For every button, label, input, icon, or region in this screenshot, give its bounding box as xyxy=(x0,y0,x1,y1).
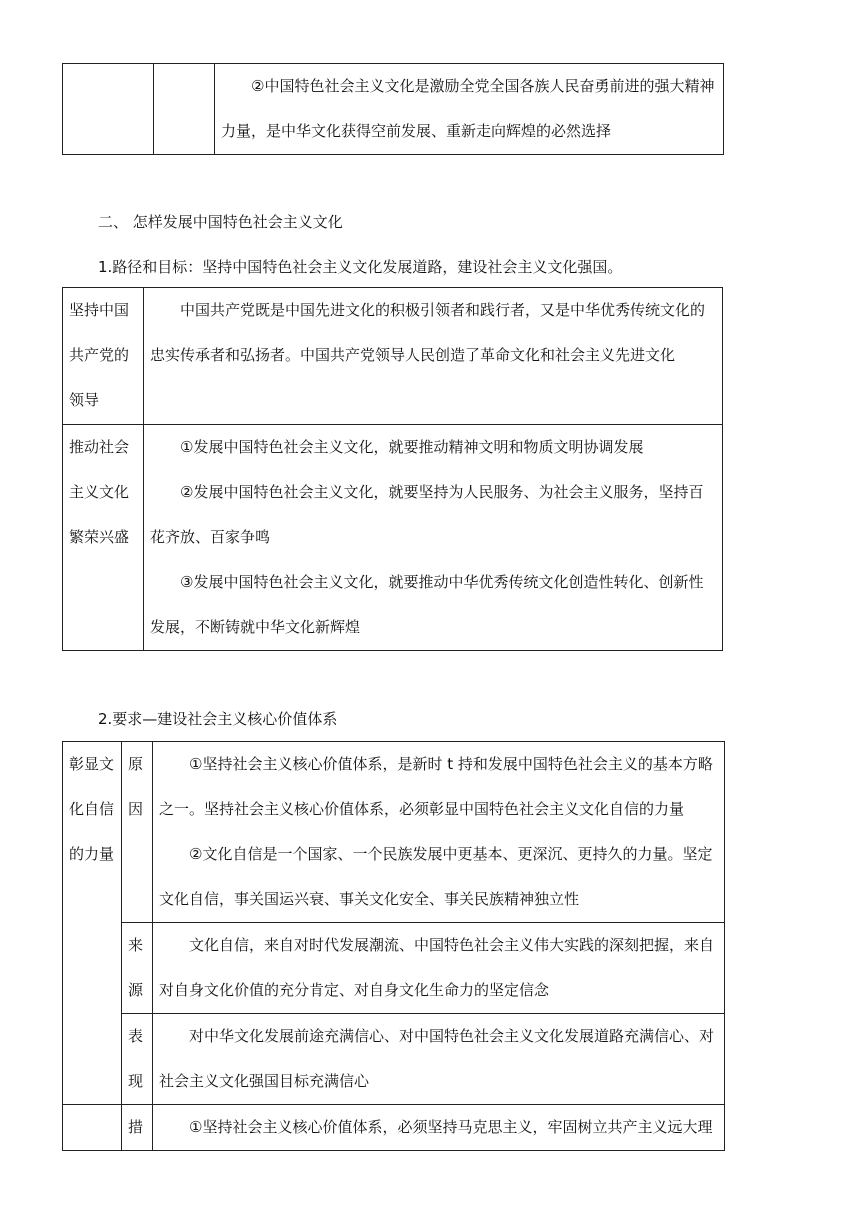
section-heading: 二、 怎样发展中国特色社会主义文化 xyxy=(98,213,343,231)
paragraph: 文化自信，来自对时代发展潮流、中国特色社会主义伟大实践的深刻把握，来自对自身文化价值的充分肯定、对自身文化生命力的坚定信念 xyxy=(159,936,715,999)
table-cell-text xyxy=(215,64,724,155)
table-requirements xyxy=(62,741,725,1151)
table-continued xyxy=(62,63,724,155)
table-cell-empty-1 xyxy=(63,64,154,155)
row-content-leadership: 中国共产党既是中国先进文化的积极引领者和践行者，又是中华优秀传统文化的忠实传承者和弘扬者。中国共产党领导人民创造了革命文化和社会主义先进文化 xyxy=(144,288,723,425)
row-label-reason: 原因 xyxy=(122,742,153,923)
paragraph: ①坚持社会主义核心价值体系，必须坚持马克思主义，牢固树立共产主义远大理 xyxy=(189,1118,713,1136)
row-content-reason xyxy=(153,742,725,923)
group-label-empty xyxy=(63,1105,122,1151)
paragraph: ①发展中国特色社会主义文化，就要推动精神文明和物质文明协调发展 xyxy=(180,438,644,456)
row-content-prosperity xyxy=(144,425,723,651)
paragraph: ③发展中国特色社会主义文化，就要推动中华优秀传统文化创造性转化、创新性发展，不断铸就中华文化新辉煌 xyxy=(150,573,704,636)
row-label-source: 来源 xyxy=(122,923,153,1014)
row-content-source xyxy=(153,923,725,1014)
row-label-leadership: 坚持中国共产党的领导 xyxy=(63,288,144,425)
paragraph: 对中华文化发展前途充满信心、对中国特色社会主义文化发展道路充满信心、对社会主义文化强国目标充满信心 xyxy=(159,1027,715,1090)
row-label-manifestation: 表现 xyxy=(122,1014,153,1105)
group-label-confidence: 彰显文化自信的力量 xyxy=(63,742,122,1105)
row-label-measures: 措 xyxy=(122,1105,153,1151)
subsection-heading-2: 2.要求—建设社会主义核心价值体系 xyxy=(98,710,338,728)
row-content-manifestation xyxy=(153,1014,725,1105)
table-path-goal xyxy=(62,287,723,651)
paragraph: ①坚持社会主义核心价值体系，是新时 t 持和发展中国特色社会主义的基本方略之一。坚持社会主义核心价值体系，必须彰显中国特色社会主义文化自信的力量 xyxy=(159,755,713,818)
paragraph: ②文化自信是一个国家、一个民族发展中更基本、更深沉、更持久的力量。坚定文化自信，事关国运兴衰、事关文化安全、事关民族精神独立性 xyxy=(159,845,713,908)
paragraph: ②发展中国特色社会主义文化，就要坚持为人民服务、为社会主义服务，坚持百花齐放、百家争鸣 xyxy=(150,483,704,546)
table-cell-empty-2 xyxy=(154,64,215,155)
paragraph: ②中国特色社会主义文化是激励全党全国各族人民奋勇前进的强大精神力量，是中华文化获得空前发展、重新走向辉煌的必然选择 xyxy=(221,77,715,140)
row-content-measures xyxy=(153,1105,725,1151)
row-label-prosperity: 推动社会主义文化繁荣兴盛 xyxy=(63,425,144,651)
subsection-heading-1: 1.路径和目标：坚持中国特色社会主义文化发展道路，建设社会主义文化强国。 xyxy=(98,258,623,276)
